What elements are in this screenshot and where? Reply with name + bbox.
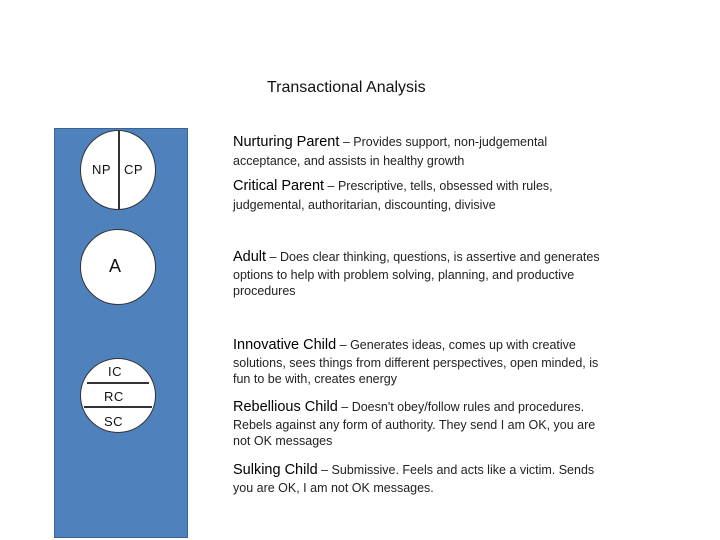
child-divider-bottom [84,406,152,408]
term: Sulking Child [233,462,318,478]
term: Innovative Child [233,337,337,353]
term: Critical Parent [233,178,325,194]
rebellious-child-description: Rebellious Child – Doesn't obey/follow rules and procedures. Rebels against any form of authority. They send I am OK, you are not OK messages [233,399,596,448]
nurturing-parent-description: Nurturing Parent – Provides support, non-judgemental acceptance, and assists in healthy growth [233,134,548,168]
term: Adult [233,249,267,265]
term: Nurturing Parent [233,134,340,150]
parent-divider [118,131,120,209]
innovative-child-description: Innovative Child – Generates ideas, comes up with creative solutions, sees things from different perspectives, open minded, is fun to be with, creates energy [233,337,599,386]
critical-parent-description: Critical Parent – Prescriptive, tells, obsessed with rules, judgemental, authoritarian, discounting, divisive [233,178,553,212]
np-label: NP [92,162,112,177]
rc-label: RC [104,389,124,404]
cp-label: CP [124,162,144,177]
term: Rebellious Child [233,399,338,415]
sc-label: SC [104,414,124,429]
adult-label: A [109,256,122,276]
adult-description: Adult – Does clear thinking, questions, is assertive and generates options to help with problem solving, planning, and productive procedures [233,249,600,298]
page-title: Transactional Analysis [267,79,426,96]
sulking-child-description: Sulking Child – Submissive. Feels and acts like a victim. Sends you are OK, I am not OK messages. [233,462,595,495]
child-divider-top [87,382,149,384]
ic-label: IC [108,364,122,379]
